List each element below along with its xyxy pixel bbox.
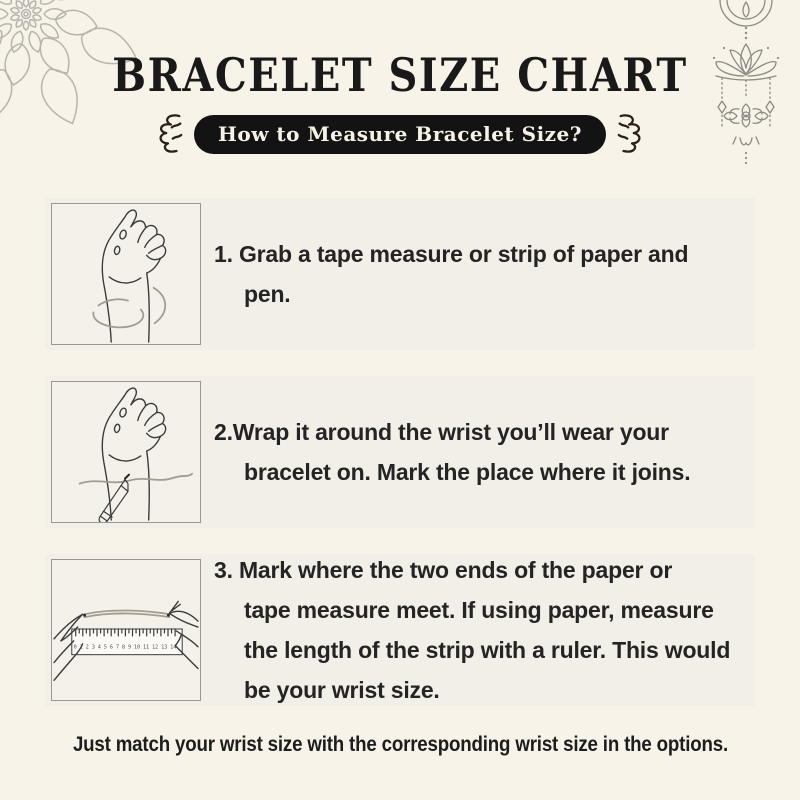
subtitle-row (0, 112, 800, 156)
step-row-3 (45, 554, 755, 706)
step1-illustration-box (51, 203, 201, 345)
step-line: bracelet on. Mark the place where it joins. (244, 459, 691, 485)
step-row-2 (45, 376, 755, 528)
step-line: pen. (244, 281, 291, 307)
hand-tape-wrist-icon (52, 204, 200, 344)
step1-text (214, 234, 688, 314)
step-line: 2.Wrap it around the wrist you’ll wear your (214, 419, 669, 445)
header (0, 0, 800, 156)
step-line: 1. Grab a tape measure or strip of paper and (214, 241, 689, 267)
steps-list (0, 198, 800, 706)
ruler-numbers: 0 1 2 3 4 5 6 7 8 9 10 11 12 13 14 (73, 644, 177, 651)
step-line: the length of the strip with a ruler. This would (244, 637, 731, 663)
step3-illustration-box (51, 559, 201, 701)
hand-pen-mark-wrist-icon (52, 382, 200, 522)
measure-badge: How to Measure Bracelet Size? (194, 115, 606, 154)
step-line: 3. Mark where the two ends of the paper or (214, 557, 673, 583)
footer-note: Just match your wrist size with the corresponding wrist size in the options. (72, 732, 728, 756)
page-title: BRACELET SIZE CHART (112, 48, 688, 103)
footer (0, 732, 800, 757)
step-row-1 (45, 198, 755, 350)
flourish-left-icon (151, 112, 185, 156)
step-line: tape measure meet. If using paper, measure (244, 597, 714, 623)
step-line: be your wrist size. (244, 677, 440, 703)
step3-text (214, 550, 730, 710)
ruler-strip-hands-icon (52, 560, 200, 700)
flourish-right-icon (615, 112, 649, 156)
step2-text (214, 412, 690, 492)
step2-illustration-box (51, 381, 201, 523)
